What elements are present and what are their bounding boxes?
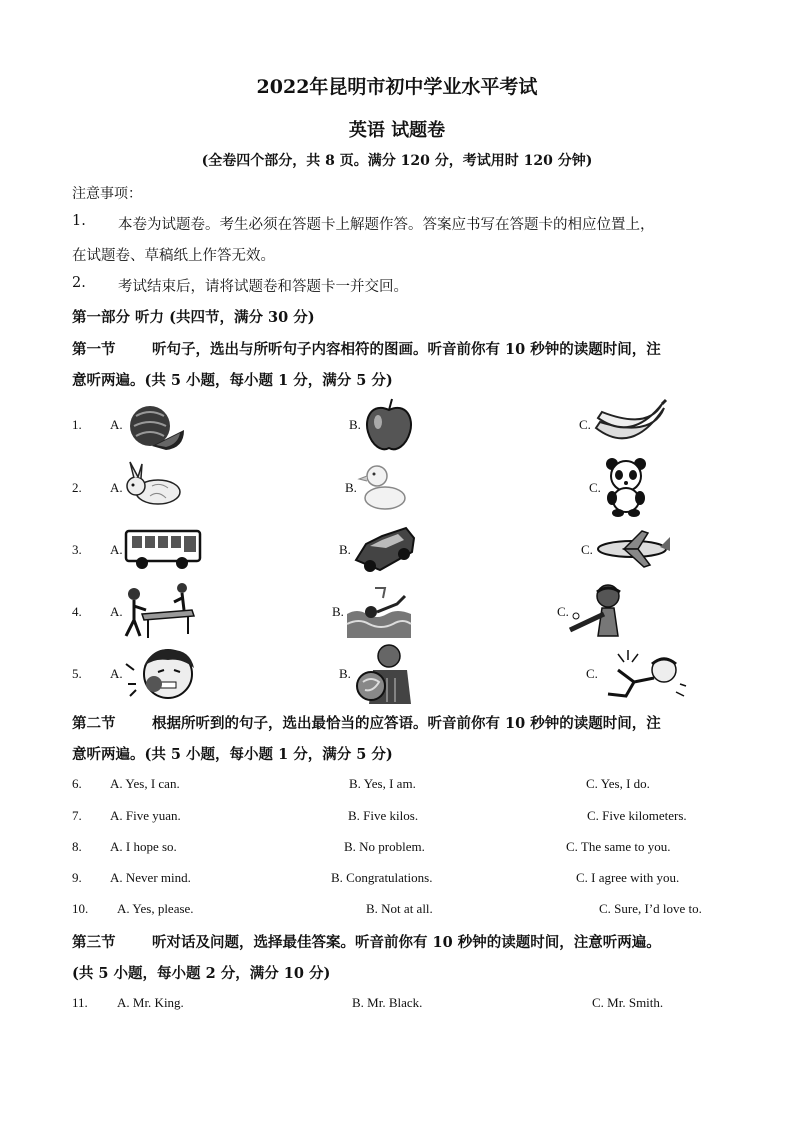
- section3-label: 第三节: [72, 934, 116, 951]
- option-c: C. Mr. Smith.: [592, 995, 664, 1010]
- swimming-icon: [345, 584, 413, 640]
- option-label: C.: [557, 604, 569, 619]
- option-label: B.: [345, 480, 357, 495]
- question-number: 10.: [72, 901, 89, 916]
- question-number: 4.: [72, 604, 82, 619]
- option-label: B.: [339, 666, 351, 681]
- option-b: B. No problem.: [344, 839, 425, 854]
- question-number: 3.: [72, 542, 82, 557]
- section2-line1: 根据所听到的句子，选出最恰当的应答语。听音前你有 10 秒钟的读题时间，注: [152, 715, 661, 732]
- bananas-icon: [592, 398, 672, 452]
- option-a: A. Five yuan.: [110, 808, 181, 823]
- question-number: 7.: [72, 808, 82, 823]
- section3-line2: (共 5 小题，每小题 2 分，满分 10 分): [72, 965, 331, 982]
- exam-subtitle: 英语 试题卷: [348, 120, 446, 141]
- option-label: B.: [339, 542, 351, 557]
- option-label: C.: [586, 666, 598, 681]
- option-b: B. Yes, I am.: [349, 776, 416, 791]
- section3-line1: 听对话及问题，选择最佳答案。听音前你有 10 秒钟的读题时间，注意听两遍。: [152, 934, 661, 951]
- option-label: A.: [110, 666, 123, 681]
- note-1-line2: 在试题卷、草稿纸上作答无效。: [72, 248, 275, 264]
- question-number: 5.: [72, 666, 82, 681]
- question-number: 8.: [72, 839, 82, 854]
- option-c: C. Five kilometers.: [587, 808, 687, 823]
- option-label: C.: [581, 542, 593, 557]
- option-label: B.: [349, 417, 361, 432]
- plane-icon: [594, 529, 672, 569]
- car-icon: [352, 520, 418, 576]
- stomachache-icon: [351, 642, 421, 704]
- toothache-icon: [124, 644, 204, 704]
- note-2-number: 2.: [72, 275, 86, 291]
- part1-heading: 第一部分 听力 (共四节，满分 30 分): [72, 309, 315, 326]
- option-label: A.: [110, 604, 123, 619]
- question-number: 6.: [72, 776, 82, 791]
- option-c: C. The same to you.: [566, 839, 671, 854]
- section1-line2: 意听两遍。(共 5 小题，每小题 1 分，满分 5 分): [72, 372, 393, 389]
- question-number: 11.: [72, 995, 88, 1010]
- notes-heading: 注意事项：: [72, 186, 142, 202]
- question-number: 1.: [72, 417, 82, 432]
- panda-icon: [602, 456, 650, 518]
- option-label: A.: [110, 480, 123, 495]
- option-b: B. Not at all.: [366, 901, 433, 916]
- section2-label: 第二节: [72, 715, 116, 732]
- note-1-line1: 本卷为试题卷。考生必须在答题卡上解题作答。答案应书写在答题卡的相应位置上，: [118, 217, 655, 233]
- option-b: B. Mr. Black.: [352, 995, 423, 1010]
- option-a: A. Never mind.: [110, 870, 191, 885]
- option-a: A. Yes, please.: [117, 901, 194, 916]
- option-label: B.: [332, 604, 344, 619]
- option-label: A.: [110, 417, 123, 432]
- apple-icon: [362, 396, 416, 454]
- option-a: A. Yes, I can.: [110, 776, 180, 791]
- option-label: C.: [579, 417, 591, 432]
- option-a: A. I hope so.: [110, 839, 177, 854]
- option-c: C. I agree with you.: [576, 870, 680, 885]
- question-number: 2.: [72, 480, 82, 495]
- baseball-icon: [568, 580, 632, 642]
- section2-line2: 意听两遍。(共 5 小题，每小题 1 分，满分 5 分): [72, 746, 393, 763]
- option-c: C. Sure, I’d love to.: [599, 901, 702, 916]
- fall-hurt-icon: [598, 648, 688, 700]
- option-b: B. Congratulations.: [331, 870, 433, 885]
- exam-info: (全卷四个部分，共 8 页。满分 120 分，考试用时 120 分钟): [201, 153, 593, 169]
- duck-icon: [355, 460, 411, 512]
- section1-line1: 听句子，选出与所听句子内容相符的图画。听音前你有 10 秒钟的读题时间，注: [152, 341, 661, 358]
- section1-label: 第一节: [72, 341, 116, 358]
- option-a: A. Mr. King.: [117, 995, 184, 1010]
- bus-icon: [124, 527, 204, 571]
- rabbit-icon: [122, 460, 186, 508]
- option-c: C. Yes, I do.: [586, 776, 650, 791]
- option-b: B. Five kilos.: [348, 808, 419, 823]
- ping-pong-icon: [122, 580, 196, 642]
- note-1-number: 1.: [72, 213, 86, 229]
- option-label: A.: [110, 542, 123, 557]
- option-label: C.: [589, 480, 601, 495]
- question-number: 9.: [72, 870, 82, 885]
- exam-title: 2022年昆明市初中学业水平考试: [256, 76, 538, 98]
- watermelon-icon: [126, 402, 188, 452]
- note-2-text: 考试结束后，请将试题卷和答题卡一并交回。: [118, 279, 408, 295]
